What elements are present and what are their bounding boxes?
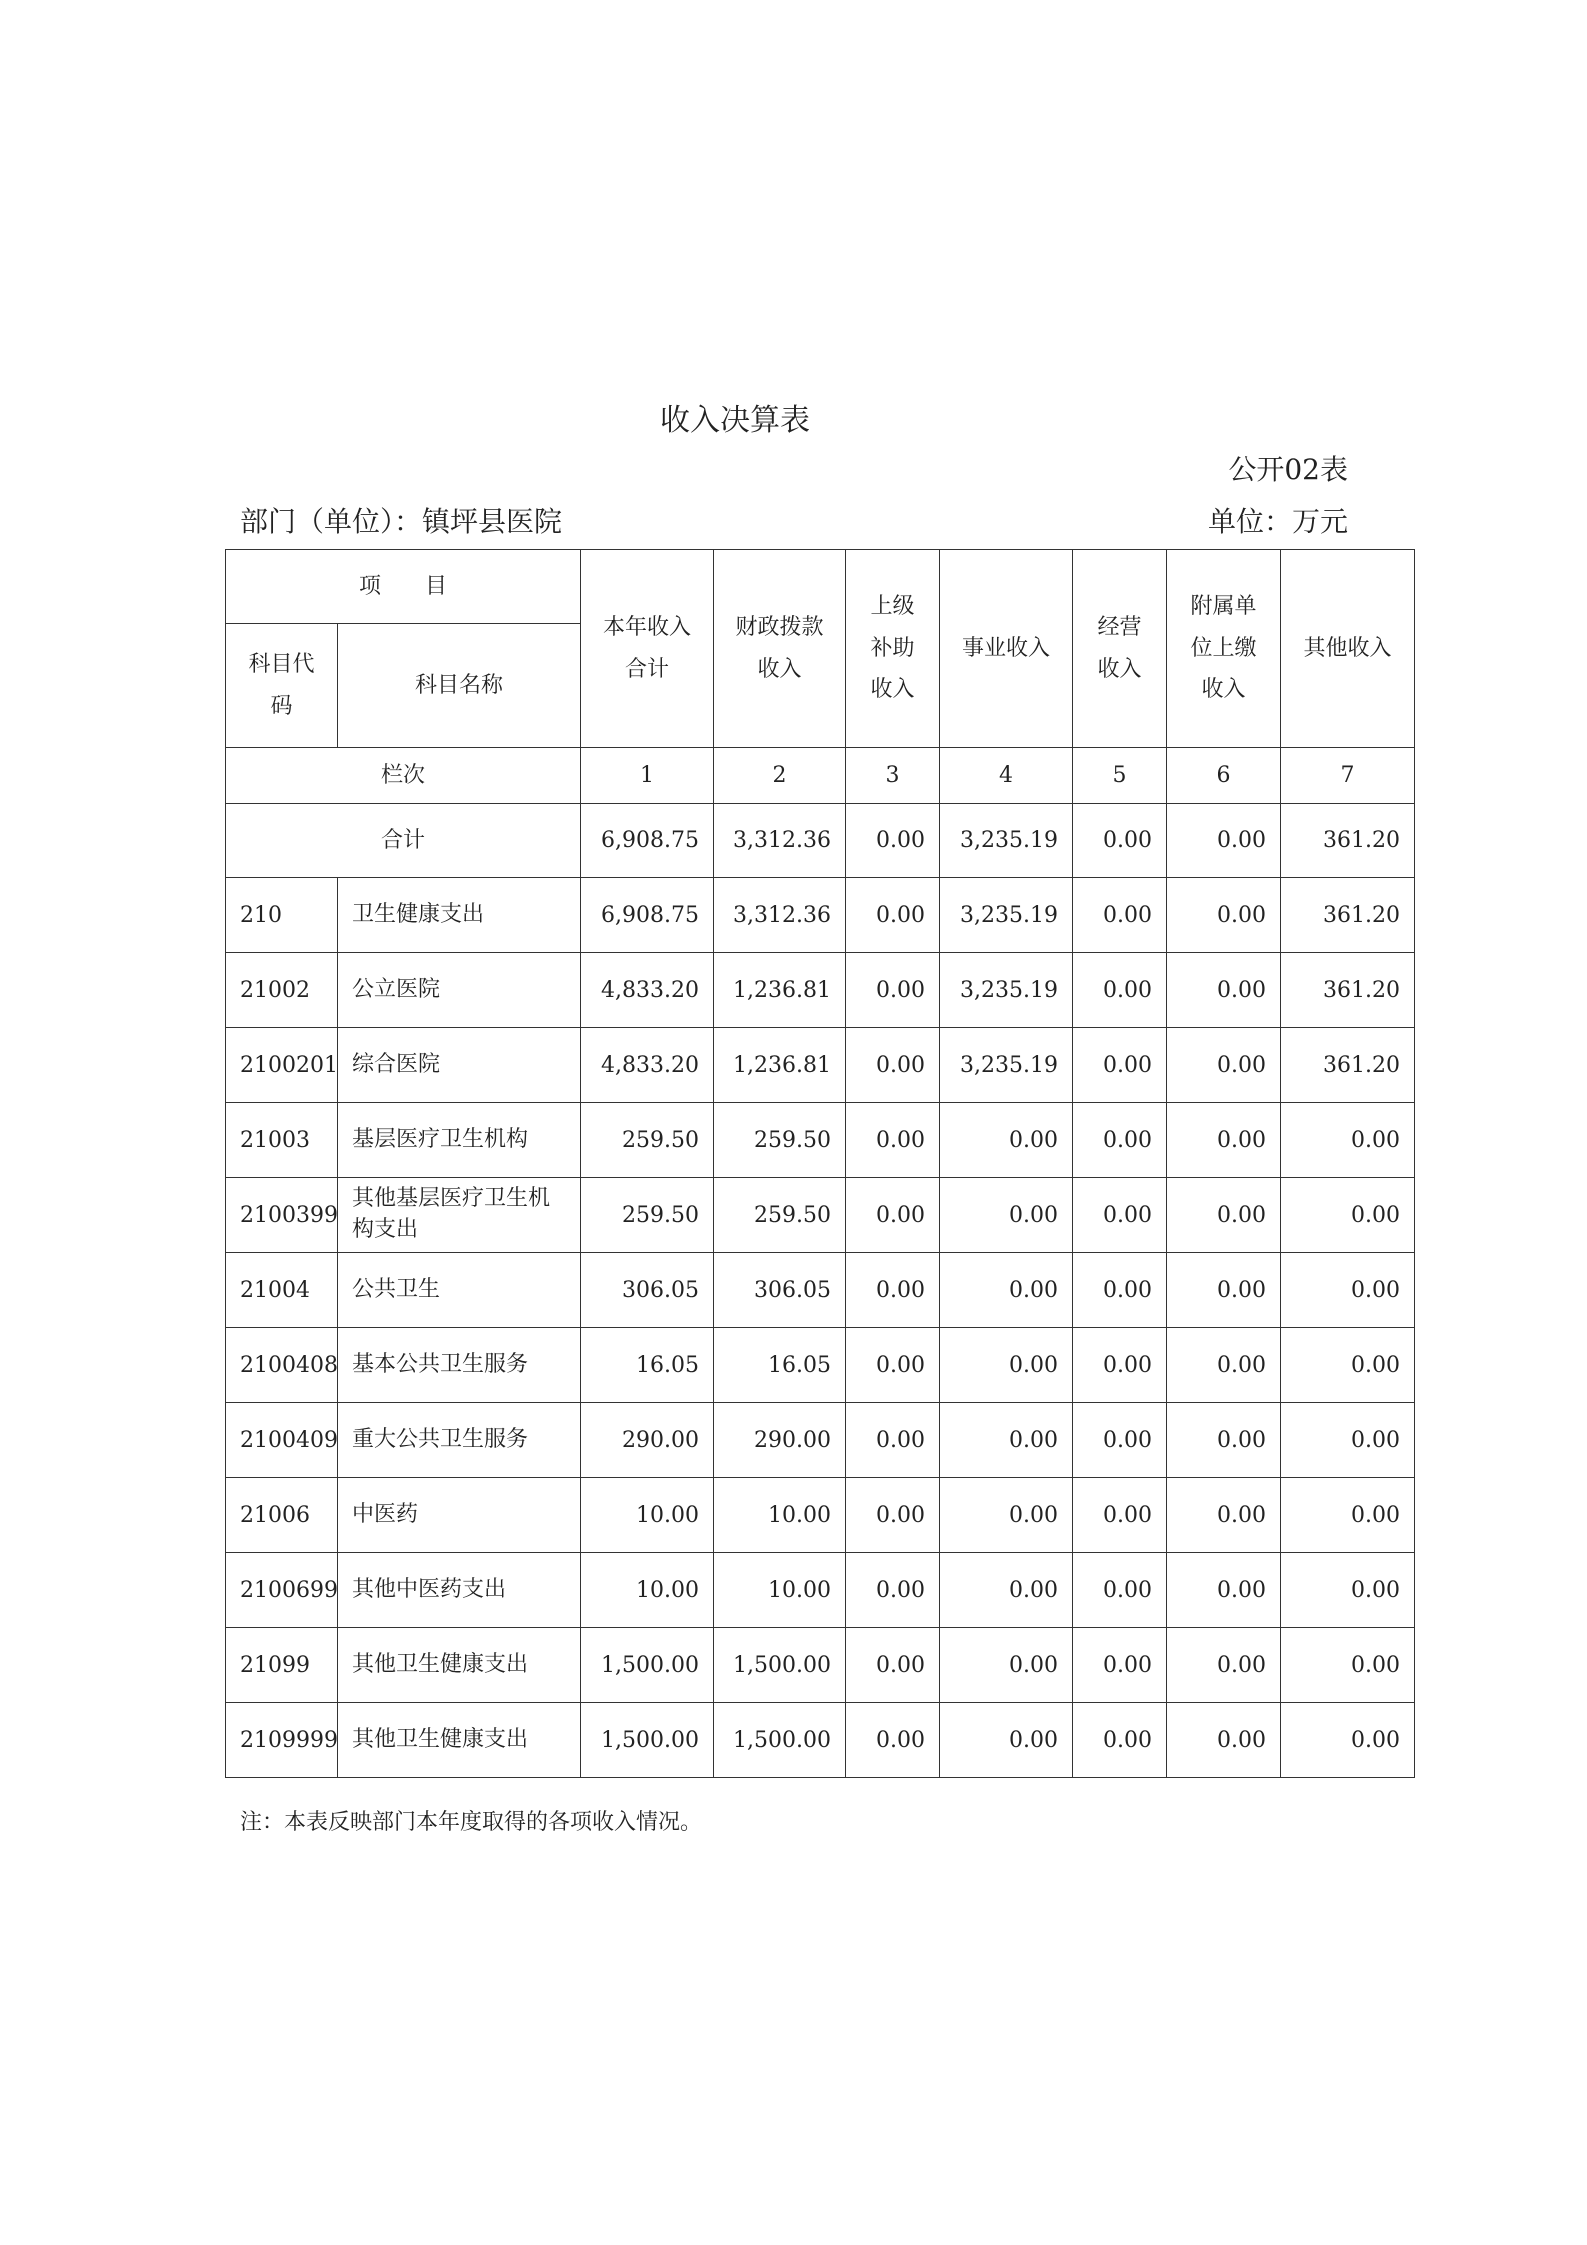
- column-index: 1: [581, 748, 714, 804]
- column-index: 5: [1073, 748, 1167, 804]
- amount-cell: 259.50: [714, 1178, 846, 1253]
- amount-cell: 0.00: [1281, 1328, 1415, 1403]
- amount-cell: 0.00: [1281, 1178, 1415, 1253]
- total-cell: 3,312.36: [714, 804, 846, 878]
- amount-cell: 0.00: [1167, 1253, 1281, 1328]
- table-row: [226, 1328, 1415, 1403]
- amount-cell: 0.00: [846, 1478, 940, 1553]
- header-other-income: 其他收入: [1281, 550, 1415, 748]
- amount-cell: 0.00: [1073, 1628, 1167, 1703]
- form-number: 公开02表: [1228, 453, 1348, 486]
- table-row: [226, 1553, 1415, 1628]
- amount-cell: 0.00: [1073, 1553, 1167, 1628]
- table-note: 注：本表反映部门本年度取得的各项收入情况。: [240, 1810, 703, 1835]
- amount-cell: 0.00: [846, 1628, 940, 1703]
- amount-cell: 3,235.19: [940, 953, 1073, 1028]
- amount-cell: 0.00: [1281, 1553, 1415, 1628]
- amount-cell: 0.00: [1167, 1178, 1281, 1253]
- subject-name-cell: 中医药: [338, 1478, 581, 1553]
- amount-cell: 0.00: [940, 1253, 1073, 1328]
- amount-cell: 16.05: [581, 1328, 714, 1403]
- table-row: [226, 1253, 1415, 1328]
- amount-cell: 0.00: [846, 1553, 940, 1628]
- subject-name-cell: 其他基层医疗卫生机构支出: [338, 1178, 581, 1253]
- amount-cell: 10.00: [581, 1478, 714, 1553]
- header-subject-code: 科目代码: [226, 624, 338, 748]
- amount-cell: 0.00: [1073, 1328, 1167, 1403]
- amount-cell: 0.00: [1167, 1028, 1281, 1103]
- table-row: [226, 1403, 1415, 1478]
- column-index: 4: [940, 748, 1073, 804]
- amount-cell: 0.00: [846, 1328, 940, 1403]
- department-label: 部门（单位）：镇坪县医院: [240, 505, 563, 538]
- amount-cell: 1,236.81: [714, 953, 846, 1028]
- amount-cell: 0.00: [1281, 1103, 1415, 1178]
- total-label: 合计: [226, 804, 581, 878]
- subject-code-cell: 21006: [226, 1478, 338, 1553]
- total-cell: 6,908.75: [581, 804, 714, 878]
- amount-cell: 1,236.81: [714, 1028, 846, 1103]
- header-operating-income: 经营收入: [1073, 550, 1167, 748]
- amount-cell: 4,833.20: [581, 953, 714, 1028]
- amount-cell: 290.00: [581, 1403, 714, 1478]
- amount-cell: 0.00: [1167, 1478, 1281, 1553]
- subject-code-cell: 210: [226, 878, 338, 953]
- amount-cell: 0.00: [1167, 1628, 1281, 1703]
- amount-cell: 259.50: [581, 1103, 714, 1178]
- amount-cell: 0.00: [1167, 953, 1281, 1028]
- amount-cell: 0.00: [1167, 1553, 1281, 1628]
- total-cell: 0.00: [1167, 804, 1281, 878]
- amount-cell: 259.50: [581, 1178, 714, 1253]
- amount-cell: 306.05: [714, 1253, 846, 1328]
- subject-name-cell: 卫生健康支出: [338, 878, 581, 953]
- amount-cell: 0.00: [846, 1253, 940, 1328]
- income-table: [225, 549, 1415, 1778]
- amount-cell: 0.00: [1281, 1628, 1415, 1703]
- amount-cell: 361.20: [1281, 878, 1415, 953]
- amount-cell: 0.00: [1167, 878, 1281, 953]
- amount-cell: 0.00: [940, 1553, 1073, 1628]
- subject-code-cell: 2109999: [226, 1703, 338, 1778]
- subject-code-cell: 21003: [226, 1103, 338, 1178]
- amount-cell: 0.00: [1281, 1703, 1415, 1778]
- amount-cell: 0.00: [940, 1328, 1073, 1403]
- table-row: [226, 1628, 1415, 1703]
- subject-code-cell: 2100399: [226, 1178, 338, 1253]
- header-project: 项 目: [226, 550, 581, 624]
- header-superior-subsidy: 上级补助收入: [846, 550, 940, 748]
- amount-cell: 0.00: [1073, 1103, 1167, 1178]
- column-index: 7: [1281, 748, 1415, 804]
- amount-cell: 1,500.00: [714, 1703, 846, 1778]
- amount-cell: 0.00: [1073, 1253, 1167, 1328]
- subject-code-cell: 21099: [226, 1628, 338, 1703]
- amount-cell: 0.00: [1073, 1478, 1167, 1553]
- amount-cell: 259.50: [714, 1103, 846, 1178]
- amount-cell: 3,235.19: [940, 878, 1073, 953]
- amount-cell: 0.00: [1073, 1403, 1167, 1478]
- total-row: [226, 804, 1415, 878]
- amount-cell: 0.00: [1073, 953, 1167, 1028]
- amount-cell: 0.00: [846, 1703, 940, 1778]
- subject-code-cell: 2100408: [226, 1328, 338, 1403]
- amount-cell: 0.00: [940, 1103, 1073, 1178]
- amount-cell: 0.00: [940, 1703, 1073, 1778]
- total-cell: 0.00: [846, 804, 940, 878]
- amount-cell: 0.00: [846, 878, 940, 953]
- subject-code-cell: 2100699: [226, 1553, 338, 1628]
- header-fiscal-appropriation: 财政拨款收入: [714, 550, 846, 748]
- amount-cell: 0.00: [1073, 1703, 1167, 1778]
- amount-cell: 16.05: [714, 1328, 846, 1403]
- amount-cell: 0.00: [1073, 1028, 1167, 1103]
- table-row: [226, 878, 1415, 953]
- column-index: 6: [1167, 748, 1281, 804]
- total-cell: 361.20: [1281, 804, 1415, 878]
- amount-cell: 306.05: [581, 1253, 714, 1328]
- subject-name-cell: 基本公共卫生服务: [338, 1328, 581, 1403]
- subject-name-cell: 基层医疗卫生机构: [338, 1103, 581, 1178]
- column-index: 3: [846, 748, 940, 804]
- amount-cell: 0.00: [1167, 1403, 1281, 1478]
- header-total-income: 本年收入合计: [581, 550, 714, 748]
- table-row: [226, 1703, 1415, 1778]
- total-cell: 0.00: [1073, 804, 1167, 878]
- amount-cell: 0.00: [846, 1178, 940, 1253]
- unit-label: 单位：万元: [1207, 505, 1348, 538]
- amount-cell: 0.00: [1073, 878, 1167, 953]
- amount-cell: 10.00: [581, 1553, 714, 1628]
- amount-cell: 1,500.00: [581, 1703, 714, 1778]
- amount-cell: 0.00: [940, 1478, 1073, 1553]
- subject-code-cell: 21004: [226, 1253, 338, 1328]
- subject-name-cell: 重大公共卫生服务: [338, 1403, 581, 1478]
- subject-name-cell: 其他卫生健康支出: [338, 1628, 581, 1703]
- amount-cell: 0.00: [1281, 1478, 1415, 1553]
- column-index: 2: [714, 748, 846, 804]
- amount-cell: 10.00: [714, 1553, 846, 1628]
- table-row: [226, 1103, 1415, 1178]
- table-row: [226, 953, 1415, 1028]
- total-cell: 3,235.19: [940, 804, 1073, 878]
- amount-cell: 0.00: [940, 1178, 1073, 1253]
- amount-cell: 0.00: [1167, 1703, 1281, 1778]
- amount-cell: 0.00: [846, 1028, 940, 1103]
- subject-code-cell: 21002: [226, 953, 338, 1028]
- page-title: 收入决算表: [660, 403, 810, 438]
- subject-name-cell: 综合医院: [338, 1028, 581, 1103]
- subject-name-cell: 其他中医药支出: [338, 1553, 581, 1628]
- table-row: [226, 1478, 1415, 1553]
- amount-cell: 0.00: [1167, 1103, 1281, 1178]
- subject-name-cell: 公共卫生: [338, 1253, 581, 1328]
- amount-cell: 0.00: [846, 953, 940, 1028]
- amount-cell: 290.00: [714, 1403, 846, 1478]
- subject-name-cell: 公立医院: [338, 953, 581, 1028]
- amount-cell: 361.20: [1281, 1028, 1415, 1103]
- subject-name-cell: 其他卫生健康支出: [338, 1703, 581, 1778]
- amount-cell: 0.00: [1073, 1178, 1167, 1253]
- subject-code-cell: 2100409: [226, 1403, 338, 1478]
- header-business-income: 事业收入: [940, 550, 1073, 748]
- amount-cell: 6,908.75: [581, 878, 714, 953]
- amount-cell: 3,235.19: [940, 1028, 1073, 1103]
- table-row: [226, 1028, 1415, 1103]
- table-row: [226, 1178, 1415, 1253]
- amount-cell: 0.00: [940, 1403, 1073, 1478]
- amount-cell: 0.00: [846, 1403, 940, 1478]
- amount-cell: 361.20: [1281, 953, 1415, 1028]
- amount-cell: 1,500.00: [581, 1628, 714, 1703]
- header-subject-name: 科目名称: [338, 624, 581, 748]
- amount-cell: 0.00: [846, 1103, 940, 1178]
- header-subsidiary-remittance: 附属单位上缴收入: [1167, 550, 1281, 748]
- amount-cell: 0.00: [940, 1628, 1073, 1703]
- amount-cell: 4,833.20: [581, 1028, 714, 1103]
- subject-code-cell: 2100201: [226, 1028, 338, 1103]
- amount-cell: 1,500.00: [714, 1628, 846, 1703]
- amount-cell: 0.00: [1167, 1328, 1281, 1403]
- amount-cell: 10.00: [714, 1478, 846, 1553]
- amount-cell: 0.00: [1281, 1253, 1415, 1328]
- header-column-index-label: 栏次: [226, 748, 581, 804]
- amount-cell: 3,312.36: [714, 878, 846, 953]
- amount-cell: 0.00: [1281, 1403, 1415, 1478]
